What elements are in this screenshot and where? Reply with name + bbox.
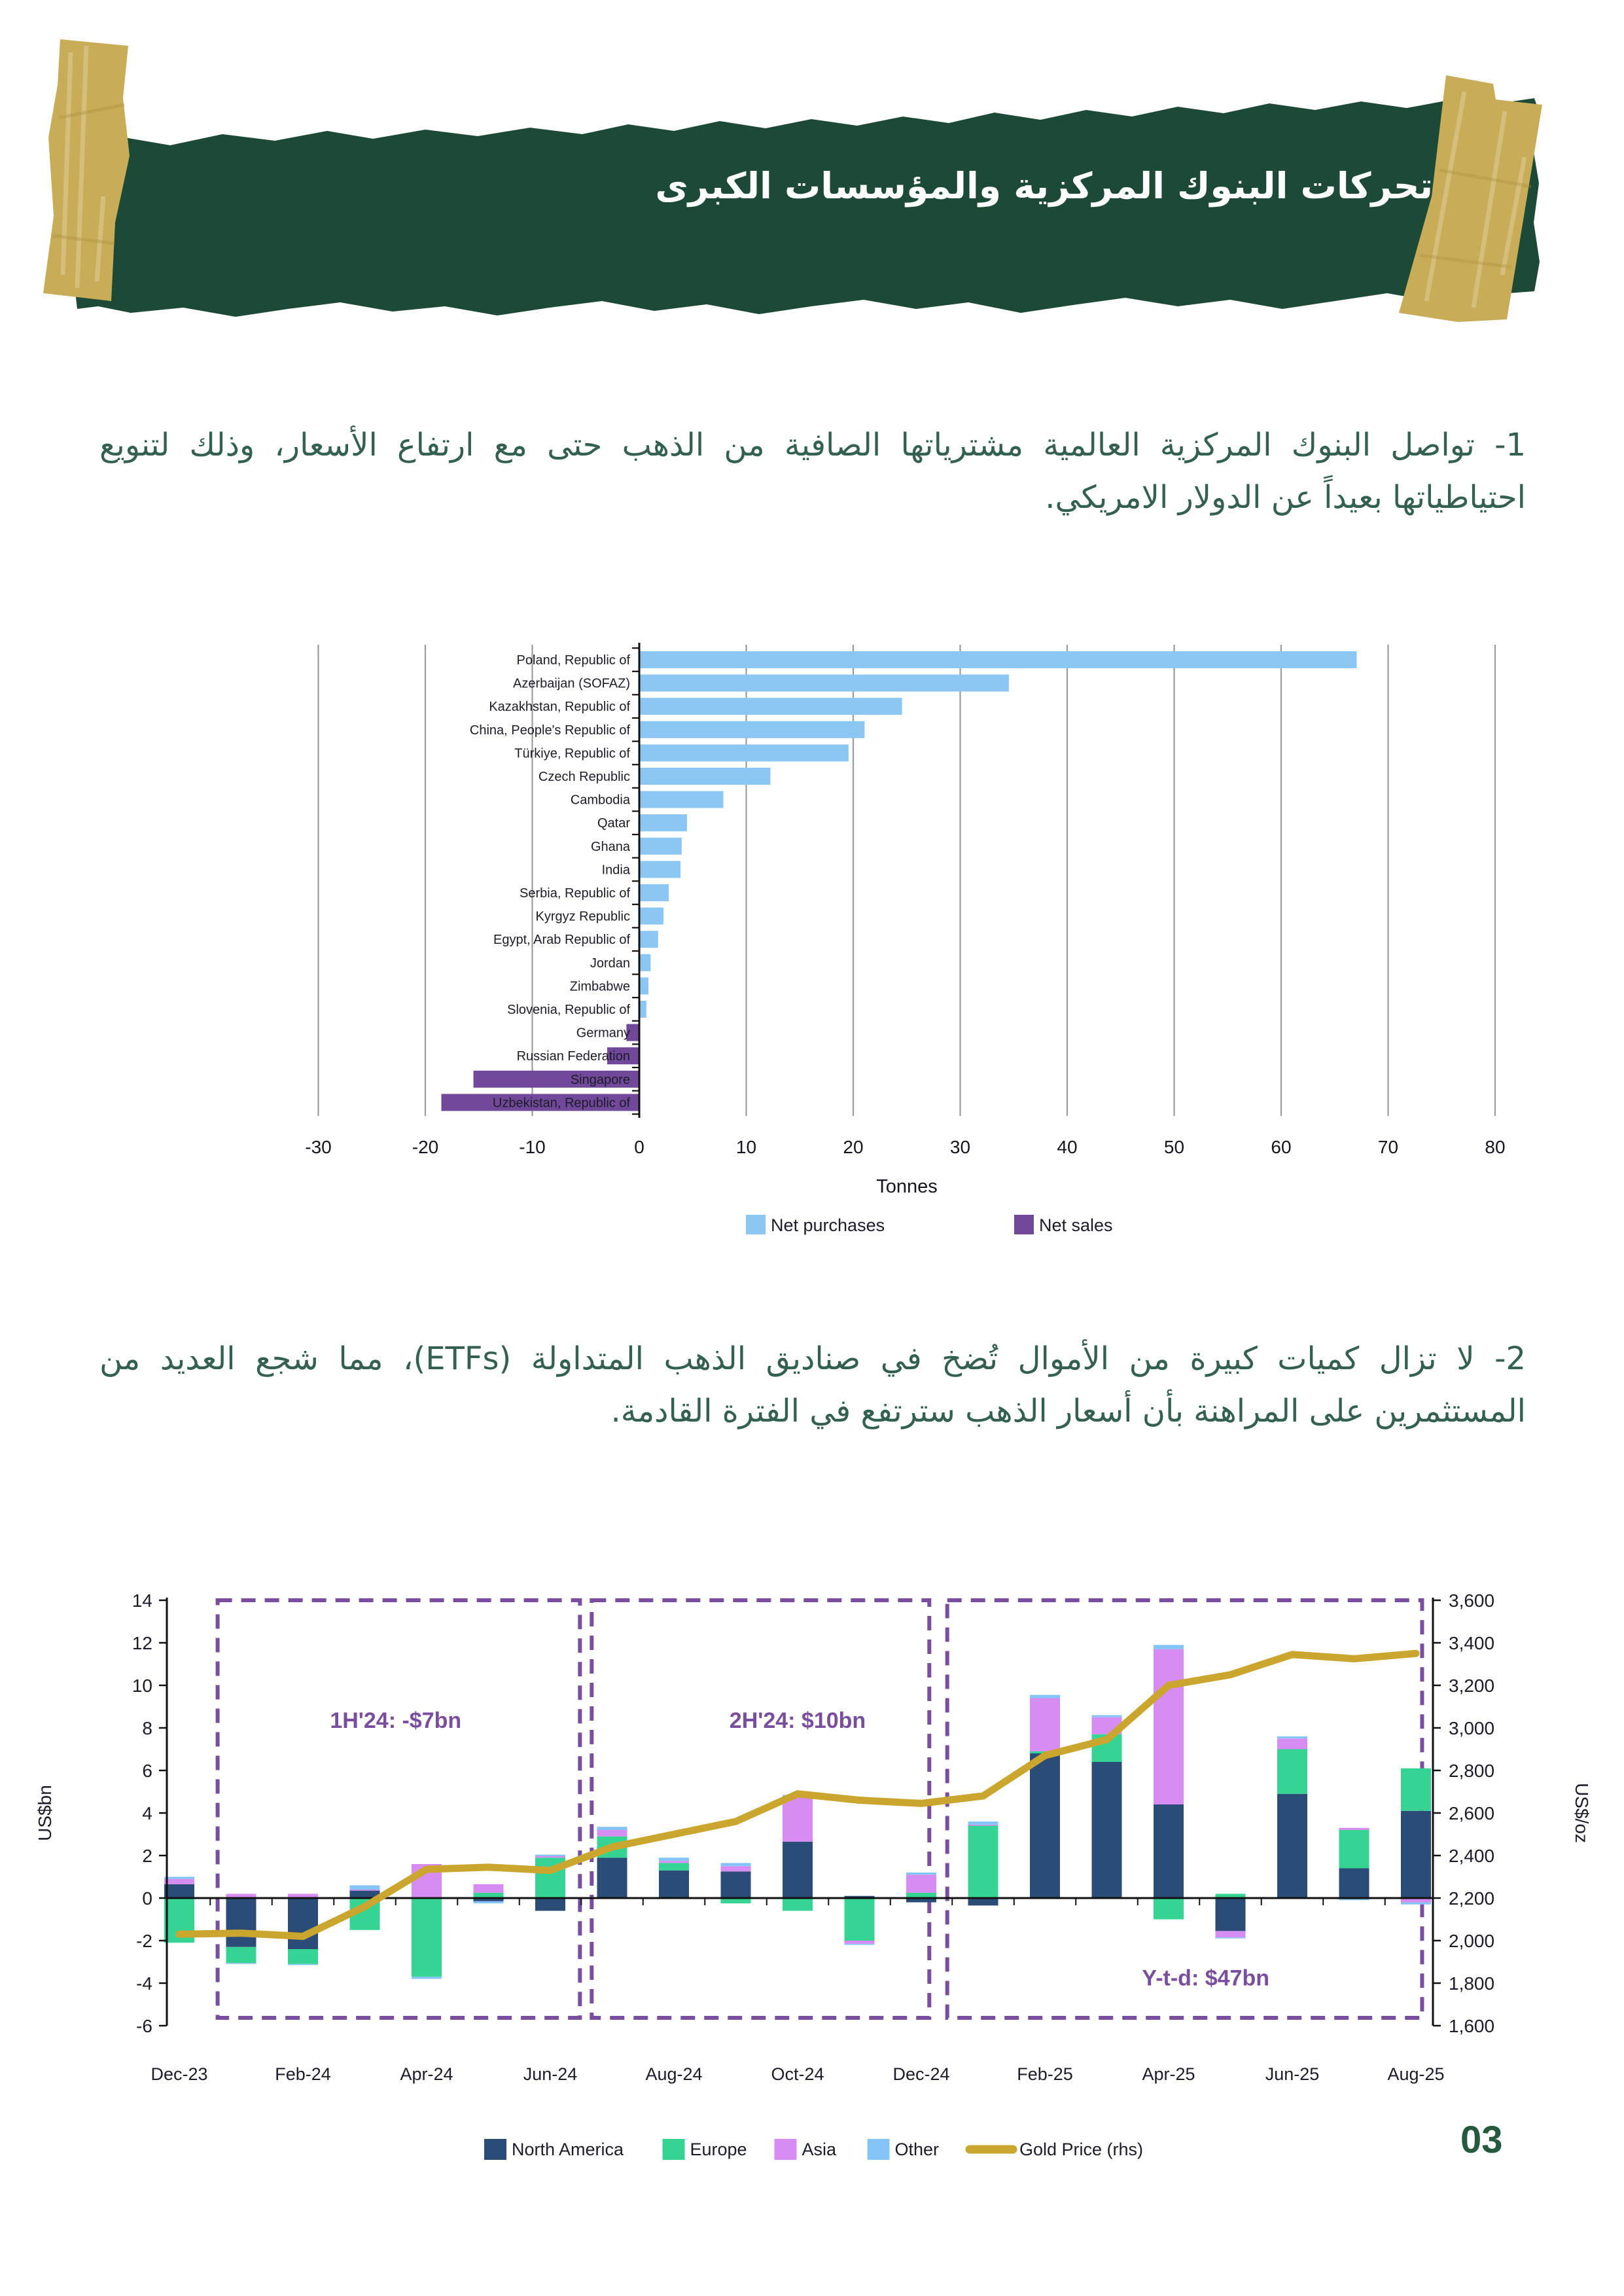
- stacked-bar-segment: [164, 1879, 194, 1884]
- stacked-bar-segment: [1030, 1753, 1060, 1898]
- x-axis-title: Tonnes: [876, 1176, 938, 1197]
- month-label: Jun-25: [1265, 2064, 1320, 2084]
- month-label: Apr-24: [400, 2064, 453, 2084]
- stacked-bar-segment: [845, 1941, 875, 1944]
- right-tick-label: 1,600: [1449, 2016, 1495, 2036]
- stacked-bar-segment: [597, 1830, 627, 1837]
- paragraph-central-banks: 1- تواصل البنوك المركزية العالمية مشترياتها الصافية من الذهب حتى مع ارتفاع الأسعار، وذلك لتنويع احتياطياتها بعيداً عن الدولار الامريكي.: [99, 427, 1526, 516]
- x-tick-label: 80: [1485, 1137, 1506, 1157]
- tape-right: [0, 0, 1624, 367]
- legend-swatch: [484, 2139, 506, 2160]
- month-label: Dec-23: [150, 2064, 208, 2084]
- stacked-bar-segment: [968, 1825, 998, 1826]
- legend-swatch: [746, 1215, 766, 1234]
- legend-label: Other: [894, 2140, 940, 2159]
- stacked-bar-segment: [1154, 1898, 1184, 1920]
- x-tick-label: 30: [949, 1137, 971, 1157]
- left-tick-label: 0: [142, 1888, 152, 1909]
- stacked-bar-segment: [164, 1884, 194, 1898]
- stacked-bar-segment: [968, 1898, 998, 1905]
- stacked-bar-segment: [1339, 1830, 1369, 1869]
- stacked-bar-segment: [474, 1884, 504, 1893]
- stacked-bar-segment: [783, 1842, 813, 1898]
- paragraph-etf-flows: 2- لا تزال كميات كبيرة من الأموال تُضخ في صناديق الذهب المتداولة (ETFs)، مما شجع العديد من المستثمرين على المراهنة بأن أسعار الذهب سترتفع في الفترة القادمة.: [99, 1340, 1527, 1429]
- annotation-label: 1H'24: -$7bn: [330, 1708, 462, 1733]
- left-tick-label: 2: [142, 1846, 152, 1866]
- net-purchase-bar: [640, 814, 687, 831]
- right-tick-label: 3,400: [1449, 1633, 1495, 1653]
- net-purchase-bar: [640, 1001, 646, 1018]
- stacked-bar-segment: [845, 1944, 875, 1945]
- country-label: Serbia, Republic of: [520, 886, 630, 901]
- month-label: Aug-24: [645, 2064, 703, 2084]
- stacked-bar-segment: [1339, 1828, 1369, 1830]
- legend-swatch: [663, 2139, 685, 2160]
- stacked-bar-segment: [659, 1863, 689, 1870]
- net-purchase-bar: [640, 698, 902, 715]
- country-label: Russian Federation: [516, 1049, 630, 1064]
- stacked-bar-segment: [659, 1871, 689, 1898]
- net-purchase-bar: [640, 931, 658, 948]
- right-tick-label: 2,200: [1449, 1888, 1495, 1909]
- left-tick-label: 10: [132, 1676, 152, 1696]
- stacked-bar-segment: [1154, 1649, 1184, 1804]
- stacked-bar-segment: [1216, 1931, 1246, 1937]
- x-tick-label: 50: [1163, 1137, 1185, 1157]
- legend-label: Asia: [802, 2140, 837, 2159]
- net-purchase-bar: [640, 838, 682, 855]
- stacked-bar-segment: [968, 1821, 998, 1825]
- right-tick-label: 3,200: [1449, 1676, 1495, 1696]
- net-purchase-bar: [640, 744, 849, 761]
- stacked-bar-segment: [164, 1877, 194, 1879]
- x-tick-label: 70: [1377, 1137, 1399, 1157]
- net-purchase-bar: [640, 675, 1009, 692]
- stacked-bar-segment: [288, 1898, 318, 1949]
- country-label: Kazakhstan, Republic of: [489, 700, 630, 715]
- legend-label: Net purchases: [771, 1215, 885, 1235]
- left-tick-label: -4: [136, 1973, 152, 1994]
- stacked-bar-segment: [1277, 1794, 1307, 1898]
- stacked-bar-segment: [1277, 1749, 1307, 1794]
- month-label: Dec-24: [892, 2064, 950, 2084]
- right-tick-label: 2,600: [1449, 1803, 1495, 1823]
- left-tick-label: -6: [136, 2016, 152, 2036]
- stacked-bar-segment: [1216, 1937, 1246, 1939]
- stacked-bar-segment: [1092, 1762, 1122, 1898]
- left-tick-label: 4: [142, 1803, 152, 1823]
- month-label: Feb-25: [1017, 2064, 1073, 2084]
- month-label: Aug-25: [1387, 2064, 1445, 2084]
- net-purchase-bar: [640, 861, 680, 878]
- left-tick-label: 8: [142, 1718, 152, 1738]
- stacked-bar-segment: [412, 1977, 442, 1979]
- month-label: Oct-24: [771, 2064, 824, 2084]
- stacked-bar-segment: [721, 1866, 751, 1871]
- legend-label: Gold Price (rhs): [1019, 2140, 1144, 2159]
- left-tick-label: 12: [132, 1633, 152, 1653]
- net-purchase-bar: [640, 651, 1356, 668]
- stacked-bar-segment: [1030, 1695, 1060, 1698]
- stacked-bar-segment: [1030, 1698, 1060, 1751]
- x-tick-label: 40: [1057, 1137, 1078, 1157]
- right-tick-label: 3,000: [1449, 1718, 1495, 1738]
- x-tick-label: -10: [519, 1137, 546, 1157]
- legend-label: Net sales: [1039, 1215, 1113, 1235]
- stacked-bar-segment: [1401, 1903, 1431, 1905]
- chart-central-bank-gold: [124, 628, 1531, 1283]
- stacked-bar-segment: [721, 1871, 751, 1898]
- legend-label: North America: [512, 2140, 624, 2159]
- stacked-bar-segment: [350, 1886, 380, 1890]
- legend-swatch: [868, 2139, 890, 2160]
- stacked-bar-segment: [1401, 1811, 1431, 1898]
- left-tick-label: -2: [136, 1931, 152, 1951]
- country-label: Ghana: [590, 839, 630, 854]
- country-label: India: [601, 863, 630, 878]
- annotation-label: Y-t-d: $47bn: [1142, 1965, 1269, 1991]
- country-label: China, People's Republic of: [469, 723, 630, 738]
- country-label: Qatar: [597, 816, 630, 831]
- stacked-bar-segment: [535, 1898, 565, 1911]
- stacked-bar-segment: [597, 1827, 627, 1830]
- country-label: Czech Republic: [538, 770, 630, 784]
- stacked-bar-segment: [783, 1797, 813, 1842]
- country-label: Jordan: [590, 956, 630, 971]
- left-axis-title: US$bn: [35, 1785, 55, 1841]
- stacked-bar-segment: [845, 1898, 875, 1941]
- country-label: Zimbabwe: [569, 979, 630, 994]
- chart-etf-flows-gold-price: [26, 1564, 1597, 2193]
- net-purchase-bar: [640, 721, 864, 738]
- annotation-box: [947, 1600, 1422, 2018]
- page-number: 03: [1460, 2119, 1503, 2161]
- country-label: Poland, Republic of: [516, 653, 630, 668]
- country-label: Türkiye, Republic of: [514, 746, 630, 761]
- x-tick-label: 20: [843, 1137, 864, 1157]
- stacked-bar-segment: [1277, 1736, 1307, 1738]
- stacked-bar-segment: [783, 1898, 813, 1911]
- x-tick-label: -20: [412, 1137, 439, 1157]
- country-label: Cambodia: [570, 793, 630, 808]
- right-tick-label: 2,000: [1449, 1931, 1495, 1951]
- stacked-bar-segment: [535, 1855, 565, 1856]
- page-title: تحركات البنوك المركزية والمؤسسات الكبرى: [655, 165, 1433, 207]
- stacked-bar-segment: [1092, 1715, 1122, 1717]
- right-tick-label: 2,400: [1449, 1846, 1495, 1866]
- right-axis-title: US$/oz: [1572, 1783, 1592, 1843]
- month-label: Jun-24: [523, 2064, 578, 2084]
- stacked-bar-segment: [1339, 1869, 1369, 1899]
- net-purchase-bar: [640, 768, 770, 785]
- stacked-bar-segment: [659, 1861, 689, 1863]
- stacked-bar-segment: [412, 1898, 442, 1977]
- country-label: Azerbaijan (SOFAZ): [513, 676, 630, 691]
- net-purchase-bar: [640, 977, 648, 994]
- stacked-bar-segment: [968, 1826, 998, 1899]
- country-label: Uzbekistan, Republic of: [492, 1096, 630, 1111]
- left-tick-label: 6: [142, 1761, 152, 1781]
- stacked-bar-segment: [350, 1890, 380, 1891]
- stacked-bar-segment: [906, 1874, 936, 1893]
- country-label: Singapore: [570, 1072, 630, 1087]
- x-tick-label: 10: [735, 1137, 757, 1157]
- left-tick-label: 14: [132, 1590, 152, 1611]
- stacked-bar-segment: [721, 1863, 751, 1866]
- net-purchase-bar: [640, 908, 663, 925]
- stacked-bar-segment: [597, 1857, 627, 1898]
- country-label: Germany: [576, 1026, 630, 1041]
- legend-swatch: [1014, 1215, 1034, 1234]
- annotation-box: [218, 1600, 580, 2018]
- stacked-bar-segment: [226, 1898, 256, 1947]
- month-label: Feb-24: [275, 2064, 331, 2084]
- legend-swatch: [775, 2139, 797, 2160]
- stacked-bar-segment: [1277, 1738, 1307, 1749]
- stacked-bar-segment: [1401, 1768, 1431, 1811]
- x-tick-label: 0: [634, 1137, 644, 1157]
- country-label: Egypt, Arab Republic of: [493, 933, 630, 948]
- stacked-bar-segment: [288, 1949, 318, 1964]
- annotation-label: 2H'24: $10bn: [729, 1708, 866, 1733]
- month-label: Apr-25: [1142, 2064, 1195, 2084]
- stacked-bar-segment: [659, 1857, 689, 1861]
- stacked-bar-segment: [1154, 1645, 1184, 1649]
- stacked-bar-segment: [474, 1901, 504, 1903]
- country-label: Slovenia, Republic of: [507, 1003, 630, 1017]
- stacked-bar-segment: [226, 1947, 256, 1963]
- net-purchase-bar: [640, 884, 669, 901]
- stacked-bar-segment: [288, 1964, 318, 1965]
- stacked-bar-segment: [535, 1856, 565, 1857]
- legend-label: Europe: [690, 2140, 747, 2159]
- right-tick-label: 1,800: [1449, 1973, 1495, 1994]
- right-tick-label: 2,800: [1449, 1761, 1495, 1781]
- stacked-bar-segment: [226, 1963, 256, 1964]
- stacked-bar-segment: [1154, 1804, 1184, 1898]
- stacked-bar-segment: [1216, 1898, 1246, 1931]
- net-purchase-bar: [640, 791, 724, 808]
- right-tick-label: 3,600: [1449, 1590, 1495, 1611]
- stacked-bar-segment: [906, 1873, 936, 1874]
- x-tick-label: -30: [305, 1137, 332, 1157]
- net-purchase-bar: [640, 954, 650, 971]
- x-tick-label: 60: [1271, 1137, 1292, 1157]
- country-label: Kyrgyz Republic: [535, 909, 630, 924]
